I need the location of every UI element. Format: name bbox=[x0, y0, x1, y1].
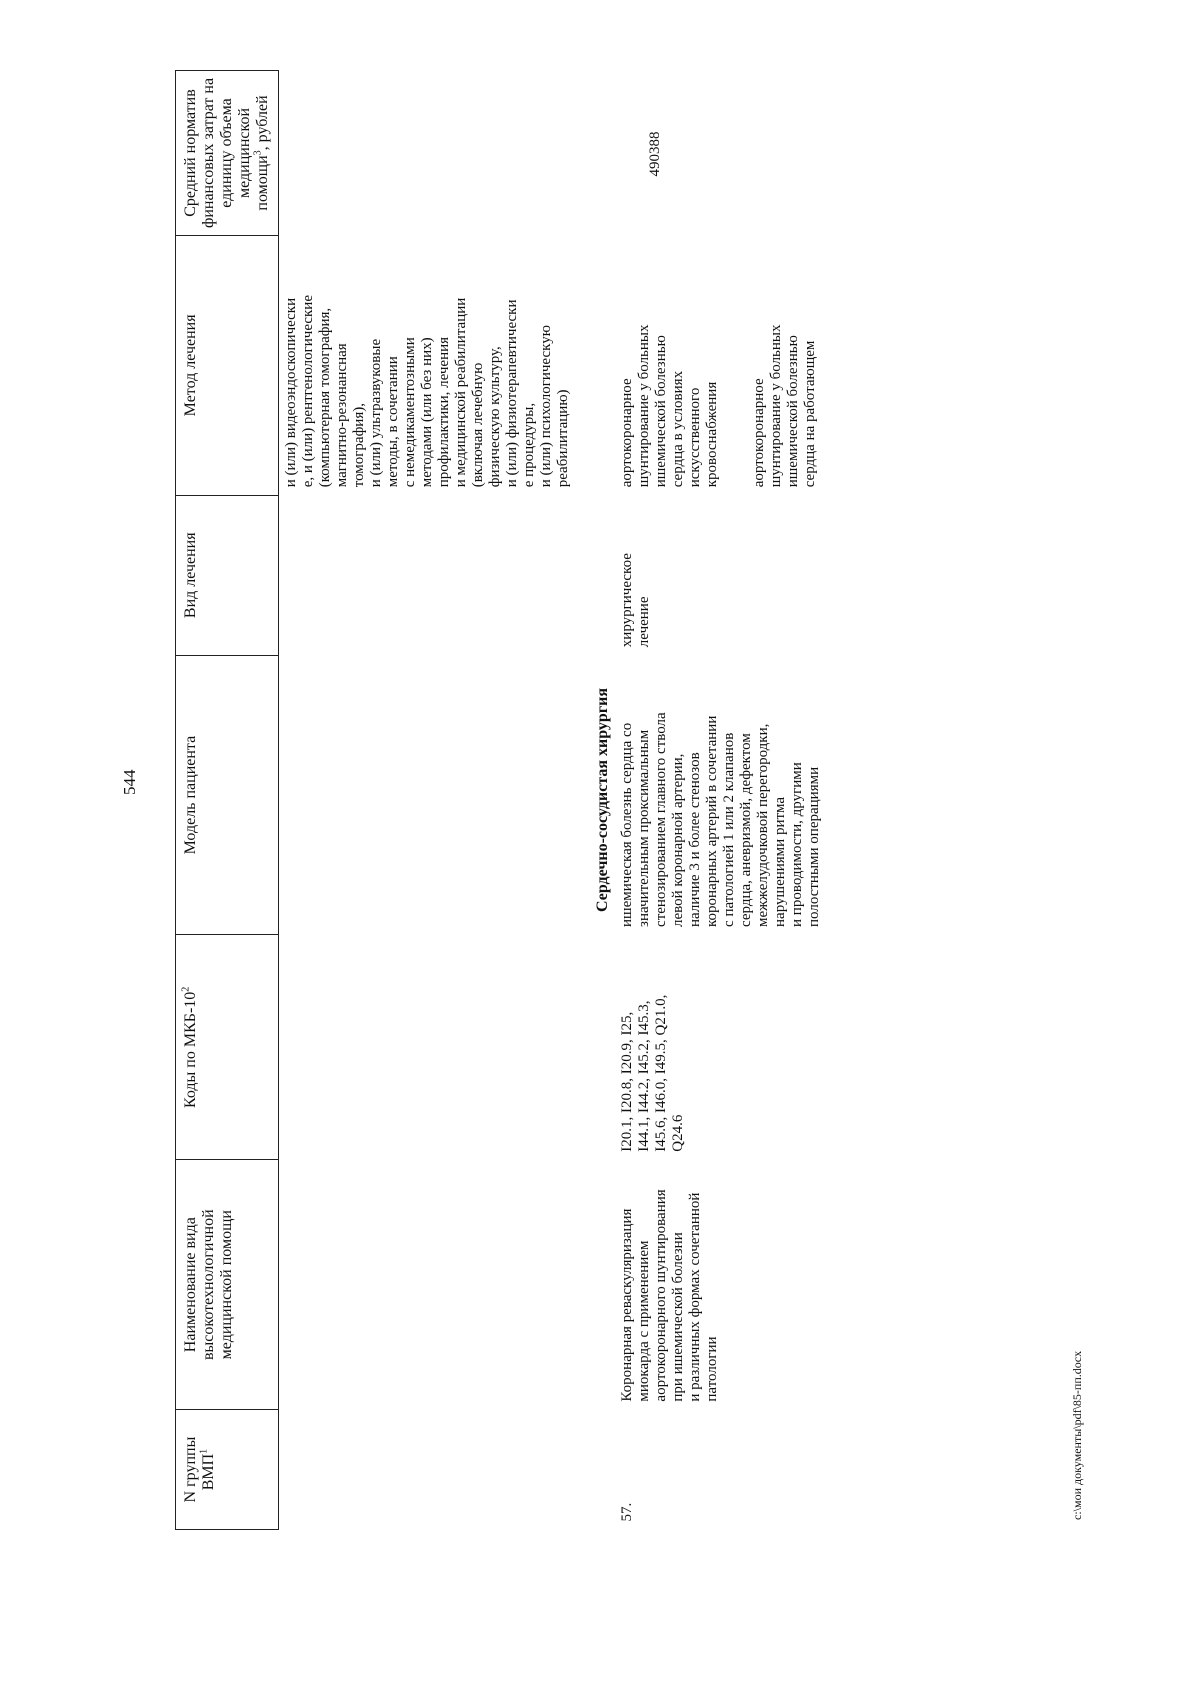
icd-codes-cell: I20.1, I20.8, I20.9, I25, I44.1, I44.2, I45.2, I45.3, I45.6, I46.0, I49.5, Q21.0, Q24.6 bbox=[619, 994, 686, 1152]
method-option-2: аортокоронарное шунтирование у больных ишемической болезнью сердца на работающем bbox=[751, 324, 818, 488]
header-patient-model: Модель пациента bbox=[176, 655, 279, 935]
footer-path: c:\мои документы\pdf\85-пп.docx bbox=[1070, 1350, 1084, 1520]
continued-method-cell: и (или) видеоэндоскопически е, и (или) рентгенологические (компьютерная томография, магнитно-резонансная томография), и (или) ультразвуковые методы, в сочетании с немедикаментозными методами (или без них) профилактики, лечения и медицинской реабилитации (включая лечебную физическую культуру, и (или) физиотерапевтически е процедуры, и (или) психологическую реабилитацию) bbox=[283, 295, 571, 488]
treatment-type-cell: хирургическое лечение bbox=[619, 553, 652, 648]
header-treatment-method: Метод лечения bbox=[176, 235, 279, 495]
row-number: 57. bbox=[619, 1502, 635, 1522]
header-average-cost: Средний норматив финансовых затрат на единицу объема медицинской помощи$^3$, рублей bbox=[176, 71, 279, 236]
table-row bbox=[617, 71, 823, 1530]
patient-model-cell: ишемическая болезнь сердца со значительным проксимальным стенозированием главного ствола левой коронарной артерии, наличие 3 и более стенозов коронарных артерий в сочетании с патологией 1 или 2 клапанов сердца, аневризмой, дефектом межжелудочковой перегородки, нарушениями ритма и проводимости, другими полостными операциями bbox=[619, 712, 822, 927]
header-treatment-type: Вид лечения bbox=[176, 495, 279, 655]
continued-row bbox=[279, 71, 573, 1530]
section-title-row bbox=[572, 71, 617, 1530]
header-vmp-name: Наименование вида высокотехнологичной медицинской помощи bbox=[176, 1160, 279, 1410]
rotated-page bbox=[60, 0, 1160, 1540]
table-header-row bbox=[176, 71, 279, 1530]
page-number: 544 bbox=[120, 769, 139, 795]
header-icd-codes: Коды по МКБ-$10^2$ bbox=[176, 935, 279, 1160]
cost-cell: 490388 bbox=[647, 131, 663, 177]
header-group-number: N группы ВМП$^1$ bbox=[176, 1410, 279, 1530]
vmp-table bbox=[175, 70, 823, 1530]
method-option-1: аортокоронарное шунтирование у больных ишемической болезнью сердца в условиях искусственного кровоснабжения bbox=[619, 324, 720, 488]
section-title: Сердечно-сосудистая хирургия bbox=[594, 688, 611, 912]
vmp-name-cell: Коронарная реваскуляризация миокарда с применением аортокоронарного шунтирования при ишемической болезни и различных формах сочетанной патологии bbox=[619, 1189, 720, 1402]
treatment-method-cell bbox=[617, 235, 823, 495]
